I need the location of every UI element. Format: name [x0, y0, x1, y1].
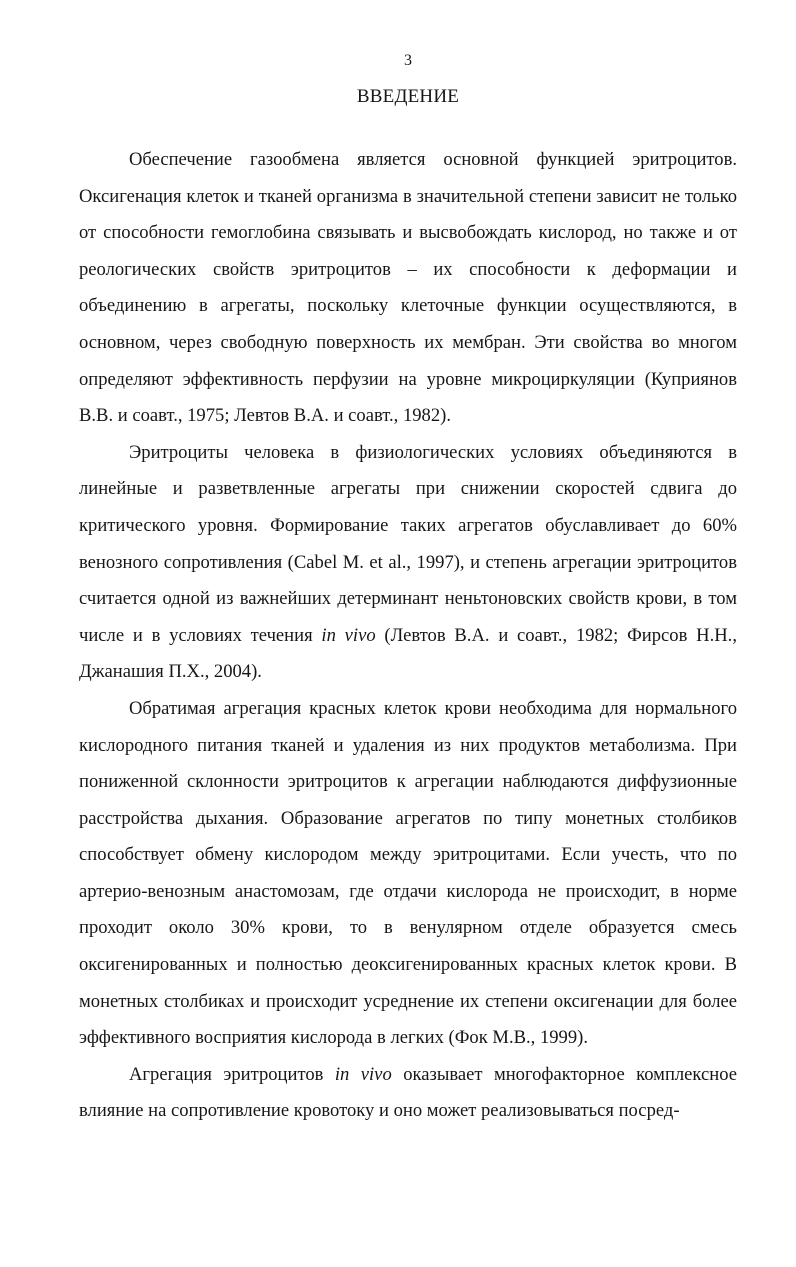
page-number: 3 — [404, 52, 412, 69]
section-title: ВВЕДЕНИЕ — [356, 86, 460, 107]
paragraph-1 — [79, 142, 737, 435]
paragraph-3 — [79, 691, 737, 1057]
paragraph-text: Агрегация эритроцитов — [129, 1063, 335, 1085]
paragraph-text: Обеспечение газообмена является основной функцией эритроцитов. Оксигенация клеток и тканей организма в значительной степени зависит не только от способности гемоглобина связывать и высвобождать кислород, но также и от реологических свойств эритроцитов – их способности к деформации и объединению в агрегаты, поскольку клеточные функции осуществляются, в основном, через свободную поверхность их мембран. Эти свойства во многом определяют эффективность перфузии на уровне микроциркуляции (Куприянов В.В. и соавт., 1975; Левтов В.А. и соавт., 1982). — [79, 149, 737, 427]
paragraph-text: Обратимая агрегация красных клеток крови необходима для нормального кислородного питания тканей и удаления из них продуктов метаболизма. При пониженной склонности эритроцитов к агрегации наблюдаются диффузионные расстройства дыхания. Образование агрегатов по типу монетных столбиков способствует обмену кислородом между эритроцитами. Если учесть, что по артерио-венозным анастомозам, где отдачи кислорода не происходит, в норме проходит около 30% крови, то в венулярном отделе образуется смесь оксигенированных и полностью деоксигенированных красных клеток крови. В монетных столбиках и происходит усреднение их степени оксигенации для более эффективного восприятия кислорода в легких (Фок М.В., 1999). — [79, 697, 737, 1049]
paragraph-text: оказывает многофакторное комплексное влияние на сопротивление кровотоку и оно может реализовываться посред- — [79, 1063, 737, 1122]
body-text — [79, 142, 737, 1130]
paragraph-4 — [79, 1057, 737, 1130]
italic-term-in-vivo: in vivo — [321, 624, 376, 646]
paragraph-2 — [79, 435, 737, 691]
paragraph-text: Эритроциты человека в физиологических условиях объединяются в линейные и разветвленные агрегаты при снижении скоростей сдвига до критического уровня. Формирование таких агрегатов обуславливает до 60% венозного сопротивления (Cabel M. et al., 1997), и степень агрегации эритроцитов считается одной из важнейших детерминант неньтоновских свойств крови, в том числе и в условиях течения — [79, 441, 737, 646]
italic-term-in-vivo: in vivo — [334, 1063, 392, 1085]
paragraph-text: (Левтов В.А. и соавт., 1982; Фирсов Н.Н., Джанашия П.Х., 2004). — [79, 624, 737, 683]
